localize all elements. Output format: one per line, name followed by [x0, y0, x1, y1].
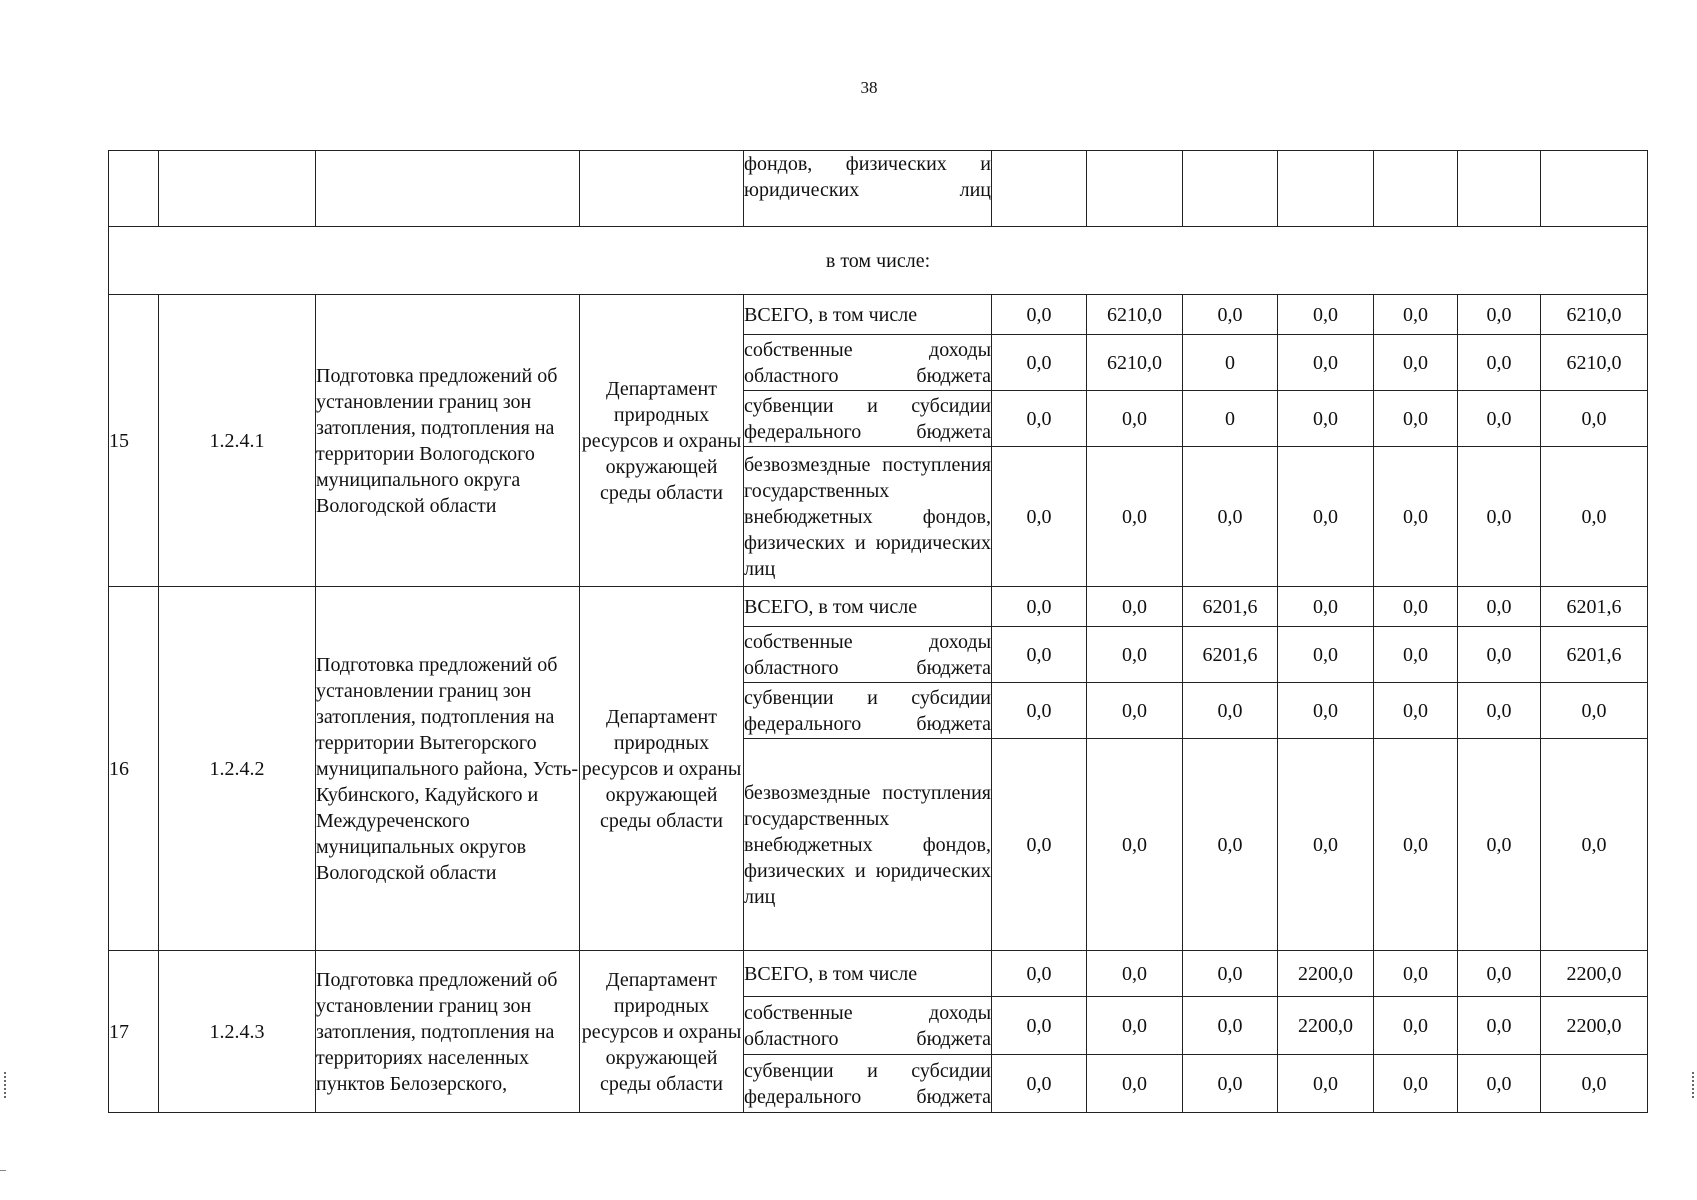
funding-value-cell: 2200,0 [1541, 997, 1648, 1055]
measure-name: Подготовка предложений об установлении границ зон затопления, подтопления на территории Вытегорского муниципального района, Усть-Кубинского, Кадуйского и Междуреченского муниципальных округов Вологодской области [316, 587, 580, 951]
funding-value-cell: 6210,0 [1541, 295, 1648, 335]
funding-value-cell: 0,0 [1541, 447, 1648, 587]
table-row [109, 587, 1648, 627]
table-cell [316, 151, 580, 227]
funding-value-cell: 0,0 [992, 627, 1087, 683]
section-row [109, 227, 1648, 295]
funding-value-cell: 0,0 [1183, 683, 1278, 739]
funding-value-cell: 0,0 [1087, 1055, 1183, 1113]
funding-value-cell: 0,0 [1458, 683, 1541, 739]
funding-value-cell: 0,0 [1278, 739, 1374, 951]
budget-table [108, 150, 1648, 1113]
row-number: 16 [109, 587, 159, 951]
funding-value-cell: 0,0 [992, 587, 1087, 627]
funding-value-cell: 0,0 [1458, 295, 1541, 335]
funding-value-cell: 0,0 [992, 335, 1087, 391]
table-cell [159, 151, 316, 227]
table-cell [109, 151, 159, 227]
table-cell [1374, 151, 1458, 227]
funding-value-cell: 0,0 [1458, 627, 1541, 683]
funding-value-cell: 0,0 [1374, 391, 1458, 447]
funding-value-cell: 0,0 [1087, 391, 1183, 447]
funding-value-cell: 0,0 [992, 739, 1087, 951]
funding-value-cell: 0,0 [1087, 951, 1183, 997]
funding-value-cell: 0,0 [1541, 683, 1648, 739]
funding-value-cell: 0,0 [1374, 739, 1458, 951]
funding-source-label: безвозмездные поступления государственных внебюджетных фондов, физических и юридических лиц [744, 739, 992, 951]
funding-value-cell: 0,0 [1087, 587, 1183, 627]
funding-value-cell: 0,0 [1183, 739, 1278, 951]
funding-value-cell: 0 [1183, 391, 1278, 447]
scan-margin-dash [0, 1170, 6, 1171]
continuation-row [109, 151, 1648, 227]
funding-value-cell: 0,0 [1087, 739, 1183, 951]
funding-source-label: ВСЕГО, в том числе [744, 295, 992, 335]
funding-value-cell: 0,0 [1087, 627, 1183, 683]
funding-source-label: собственные доходы областного бюджета [744, 997, 992, 1055]
funding-source-label: ВСЕГО, в том числе [744, 587, 992, 627]
executor: Департамент природных ресурсов и охраны окружающей среды области [580, 951, 744, 1113]
funding-value-cell: 0,0 [1458, 335, 1541, 391]
funding-value-cell: 0,0 [1374, 997, 1458, 1055]
funding-value-cell: 0,0 [1183, 1055, 1278, 1113]
funding-value-cell: 0,0 [1458, 391, 1541, 447]
funding-value-cell: 0,0 [1278, 335, 1374, 391]
funding-value-cell: 2200,0 [1278, 997, 1374, 1055]
funding-value-cell: 6210,0 [1541, 335, 1648, 391]
table-cell [1183, 151, 1278, 227]
funding-value-cell: 0,0 [992, 683, 1087, 739]
section-label: в том числе: [109, 227, 1648, 295]
table-cell [1458, 151, 1541, 227]
funding-value-cell: 0,0 [992, 951, 1087, 997]
funding-value-cell: 0,0 [1183, 447, 1278, 587]
continuation-source-cell: фондов, физических и юридических лиц [744, 151, 992, 227]
funding-value-cell: 0,0 [1183, 951, 1278, 997]
funding-source-label: безвозмездные поступления государственных внебюджетных фондов, физических и юридических лиц [744, 447, 992, 587]
executor: Департамент природных ресурсов и охраны окружающей среды области [580, 587, 744, 951]
funding-value-cell: 0,0 [1183, 295, 1278, 335]
funding-value-cell: 6210,0 [1087, 335, 1183, 391]
funding-value-cell: 0,0 [1278, 447, 1374, 587]
funding-source-label: собственные доходы областного бюджета [744, 627, 992, 683]
funding-source-label: ВСЕГО, в том числе [744, 951, 992, 997]
funding-value-cell: 2200,0 [1541, 951, 1648, 997]
funding-value-cell: 0,0 [1278, 627, 1374, 683]
scan-margin-mark [4, 1072, 7, 1098]
funding-value-cell: 6201,6 [1183, 587, 1278, 627]
funding-source-label: собственные доходы областного бюджета [744, 335, 992, 391]
executor: Департамент природных ресурсов и охраны окружающей среды области [580, 295, 744, 587]
funding-value-cell: 0,0 [992, 391, 1087, 447]
row-code: 1.2.4.3 [159, 951, 316, 1113]
page-number: 38 [860, 78, 878, 97]
funding-value-cell: 0,0 [1087, 447, 1183, 587]
funding-value-cell: 0,0 [1374, 335, 1458, 391]
scan-margin-mark [1692, 1072, 1695, 1098]
funding-value-cell: 6201,6 [1183, 627, 1278, 683]
table-cell [1278, 151, 1374, 227]
table-cell [992, 151, 1087, 227]
funding-value-cell: 0,0 [1374, 587, 1458, 627]
funding-value-cell: 6210,0 [1087, 295, 1183, 335]
funding-value-cell: 0,0 [1458, 739, 1541, 951]
row-number: 17 [109, 951, 159, 1113]
funding-value-cell: 0,0 [992, 447, 1087, 587]
row-number: 15 [109, 295, 159, 587]
funding-value-cell: 0,0 [1278, 295, 1374, 335]
funding-value-cell: 2200,0 [1278, 951, 1374, 997]
funding-value-cell: 0,0 [1541, 391, 1648, 447]
funding-value-cell: 6201,6 [1541, 587, 1648, 627]
funding-value-cell: 0,0 [1278, 1055, 1374, 1113]
funding-value-cell: 0,0 [1541, 1055, 1648, 1113]
funding-value-cell: 0,0 [1278, 683, 1374, 739]
funding-value-cell: 0,0 [1458, 447, 1541, 587]
table-row [109, 951, 1648, 997]
funding-value-cell: 0,0 [992, 1055, 1087, 1113]
table-cell [1087, 151, 1183, 227]
funding-value-cell: 0,0 [1278, 391, 1374, 447]
funding-value-cell: 0,0 [992, 997, 1087, 1055]
measure-name: Подготовка предложений об установлении границ зон затопления, подтопления на территории Вологодского муниципального округа Вологодской области [316, 295, 580, 587]
funding-value-cell: 0,0 [1541, 739, 1648, 951]
table-cell [580, 151, 744, 227]
table-cell [1541, 151, 1648, 227]
funding-value-cell: 0,0 [1374, 951, 1458, 997]
funding-value-cell: 0,0 [1458, 997, 1541, 1055]
funding-value-cell: 0,0 [1458, 1055, 1541, 1113]
funding-value-cell: 0,0 [1374, 295, 1458, 335]
funding-value-cell: 0,0 [1374, 627, 1458, 683]
row-code: 1.2.4.2 [159, 587, 316, 951]
funding-value-cell: 6201,6 [1541, 627, 1648, 683]
funding-value-cell: 0,0 [1458, 587, 1541, 627]
row-code: 1.2.4.1 [159, 295, 316, 587]
funding-source-label: субвенции и субсидии федерального бюджета [744, 391, 992, 447]
funding-value-cell: 0,0 [1374, 683, 1458, 739]
funding-source-label: субвенции и субсидии федерального бюджета [744, 1055, 992, 1113]
funding-value-cell: 0,0 [1278, 587, 1374, 627]
funding-value-cell: 0,0 [992, 295, 1087, 335]
funding-value-cell: 0,0 [1458, 951, 1541, 997]
funding-value-cell: 0,0 [1374, 1055, 1458, 1113]
funding-source-label: субвенции и субсидии федерального бюджета [744, 683, 992, 739]
table-body [109, 151, 1648, 1113]
funding-value-cell: 0,0 [1374, 447, 1458, 587]
measure-name: Подготовка предложений об установлении границ зон затопления, подтопления на территориях населенных пунктов Белозерского, [316, 951, 580, 1113]
funding-value-cell: 0 [1183, 335, 1278, 391]
table-row [109, 295, 1648, 335]
funding-value-cell: 0,0 [1087, 997, 1183, 1055]
funding-value-cell: 0,0 [1087, 683, 1183, 739]
funding-value-cell: 0,0 [1183, 997, 1278, 1055]
